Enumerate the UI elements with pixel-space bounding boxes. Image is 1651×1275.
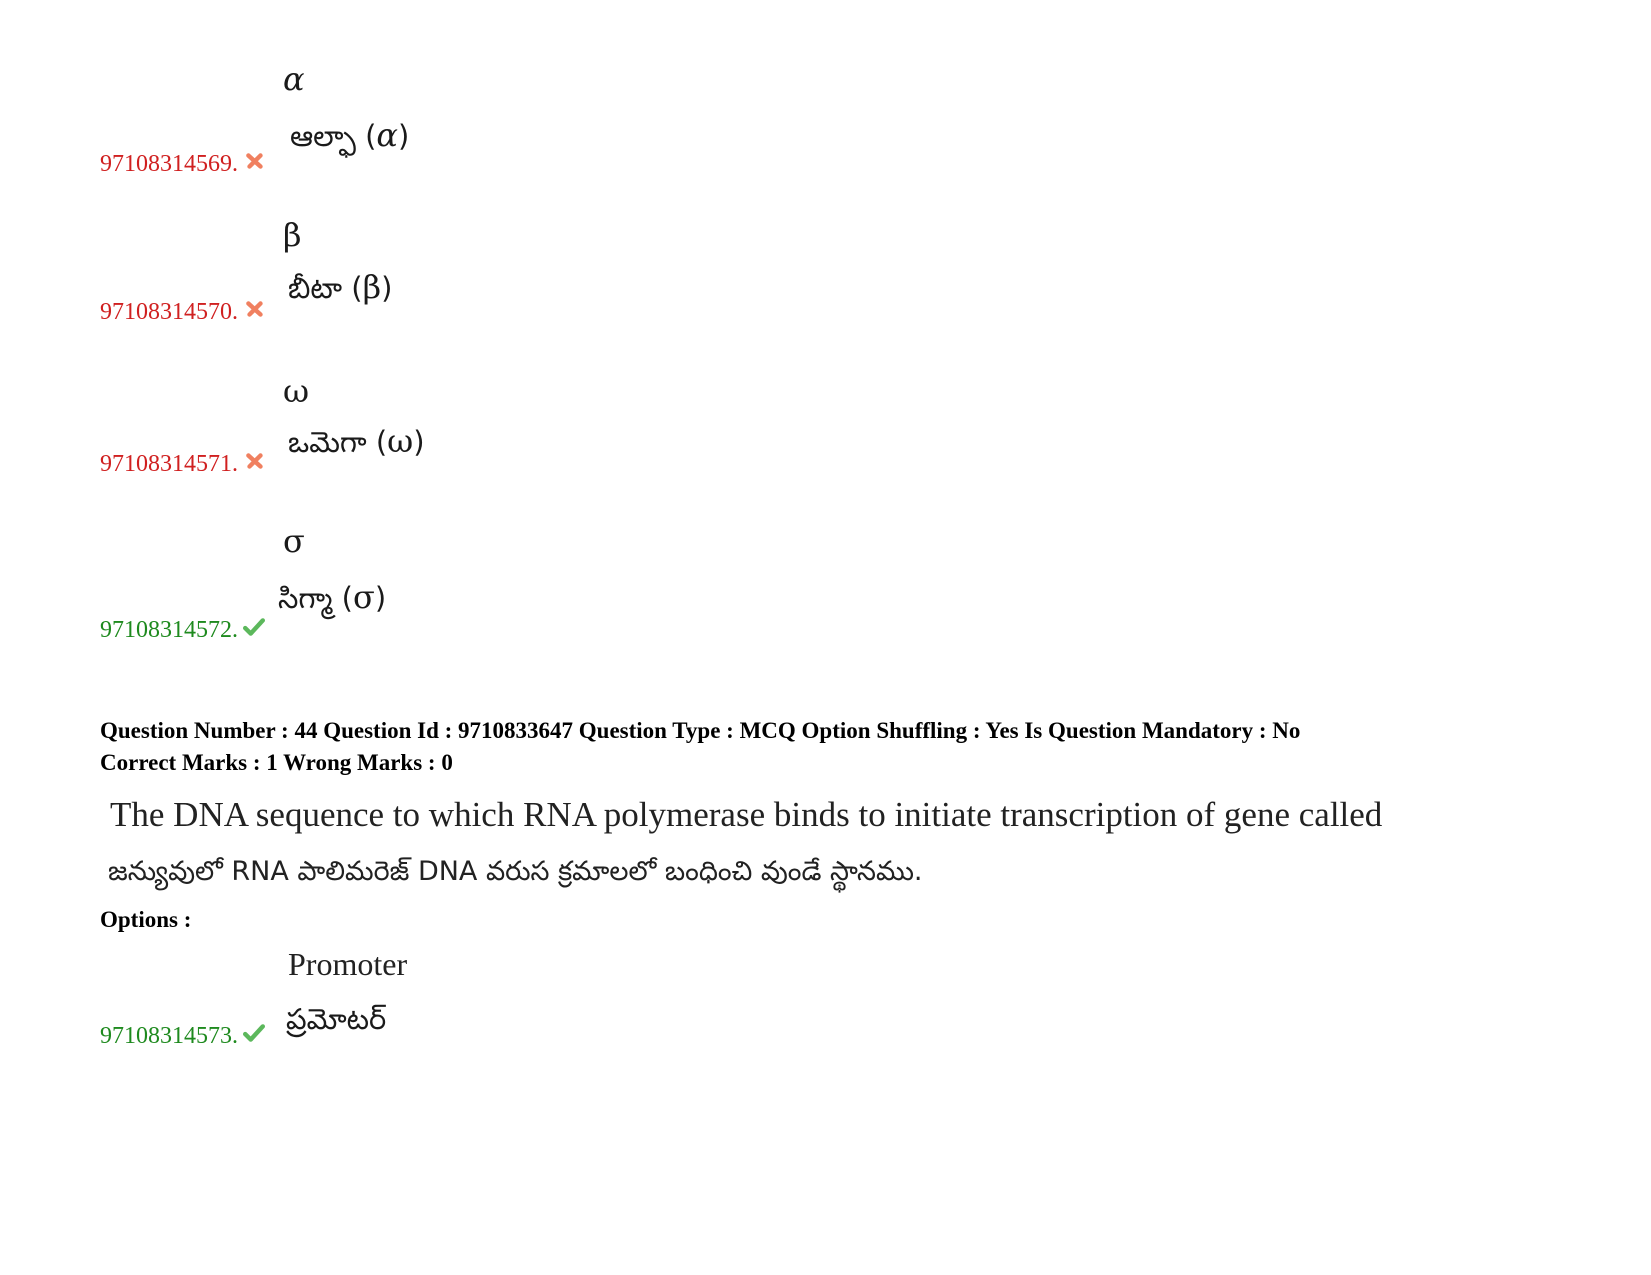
option-telugu-text: ఆల్ఫా (α) — [290, 116, 410, 154]
option-english-text: α — [283, 60, 305, 98]
option-english-text: β — [283, 216, 302, 254]
option-telugu-text: సిగ్మా (σ) — [278, 578, 387, 616]
cross-icon — [244, 450, 266, 472]
option-english-text: σ — [283, 522, 305, 560]
check-icon — [243, 1022, 265, 1044]
option-id: 97108314571. — [100, 451, 238, 477]
question-text-english: The DNA sequence to which RNA polymerase binds to initiate transcription of gene called — [110, 795, 1383, 834]
cross-icon — [244, 298, 266, 320]
option-telugu-word: సిగ్మా — [278, 581, 333, 615]
cross-icon — [244, 150, 266, 172]
option-telugu-word: ఆల్ఫా — [290, 119, 356, 153]
check-icon — [243, 616, 265, 638]
question-meta-line-1: Question Number : 44 Question Id : 9710833647 Question Type : MCQ Option Shuffling : Yes Is Question Mandatory : No — [100, 718, 1301, 743]
option-telugu-symbol: β — [362, 268, 382, 306]
option-telugu-text: బీటా (β) — [288, 268, 393, 306]
option-telugu-word: ఒమెగా — [288, 425, 367, 459]
option-english-text: Promoter — [288, 946, 408, 982]
option-id: 97108314569. — [100, 151, 238, 177]
option-id: 97108314572. — [100, 617, 238, 643]
option-telugu-symbol: σ — [352, 578, 375, 616]
option-english-text: ω — [283, 372, 310, 410]
option-telugu-symbol: α — [376, 116, 399, 154]
option-telugu-word: బీటా — [288, 271, 343, 305]
options-label: Options : — [100, 907, 192, 932]
option-telugu-text: ప్రమోటర్ — [286, 1002, 387, 1036]
question-meta-line-2: Correct Marks : 1 Wrong Marks : 0 — [100, 750, 453, 775]
question-text-telugu: జన్యువులో RNA పాలిమరెజ్ DNA వరుస క్రమాలలో బంధించి వుండే స్థానము. — [108, 856, 923, 887]
option-id: 97108314573. — [100, 1023, 238, 1049]
option-telugu-text: ఒమెగా (ω) — [288, 422, 425, 460]
option-telugu-symbol: ω — [387, 422, 414, 460]
option-id: 97108314570. — [100, 299, 238, 325]
